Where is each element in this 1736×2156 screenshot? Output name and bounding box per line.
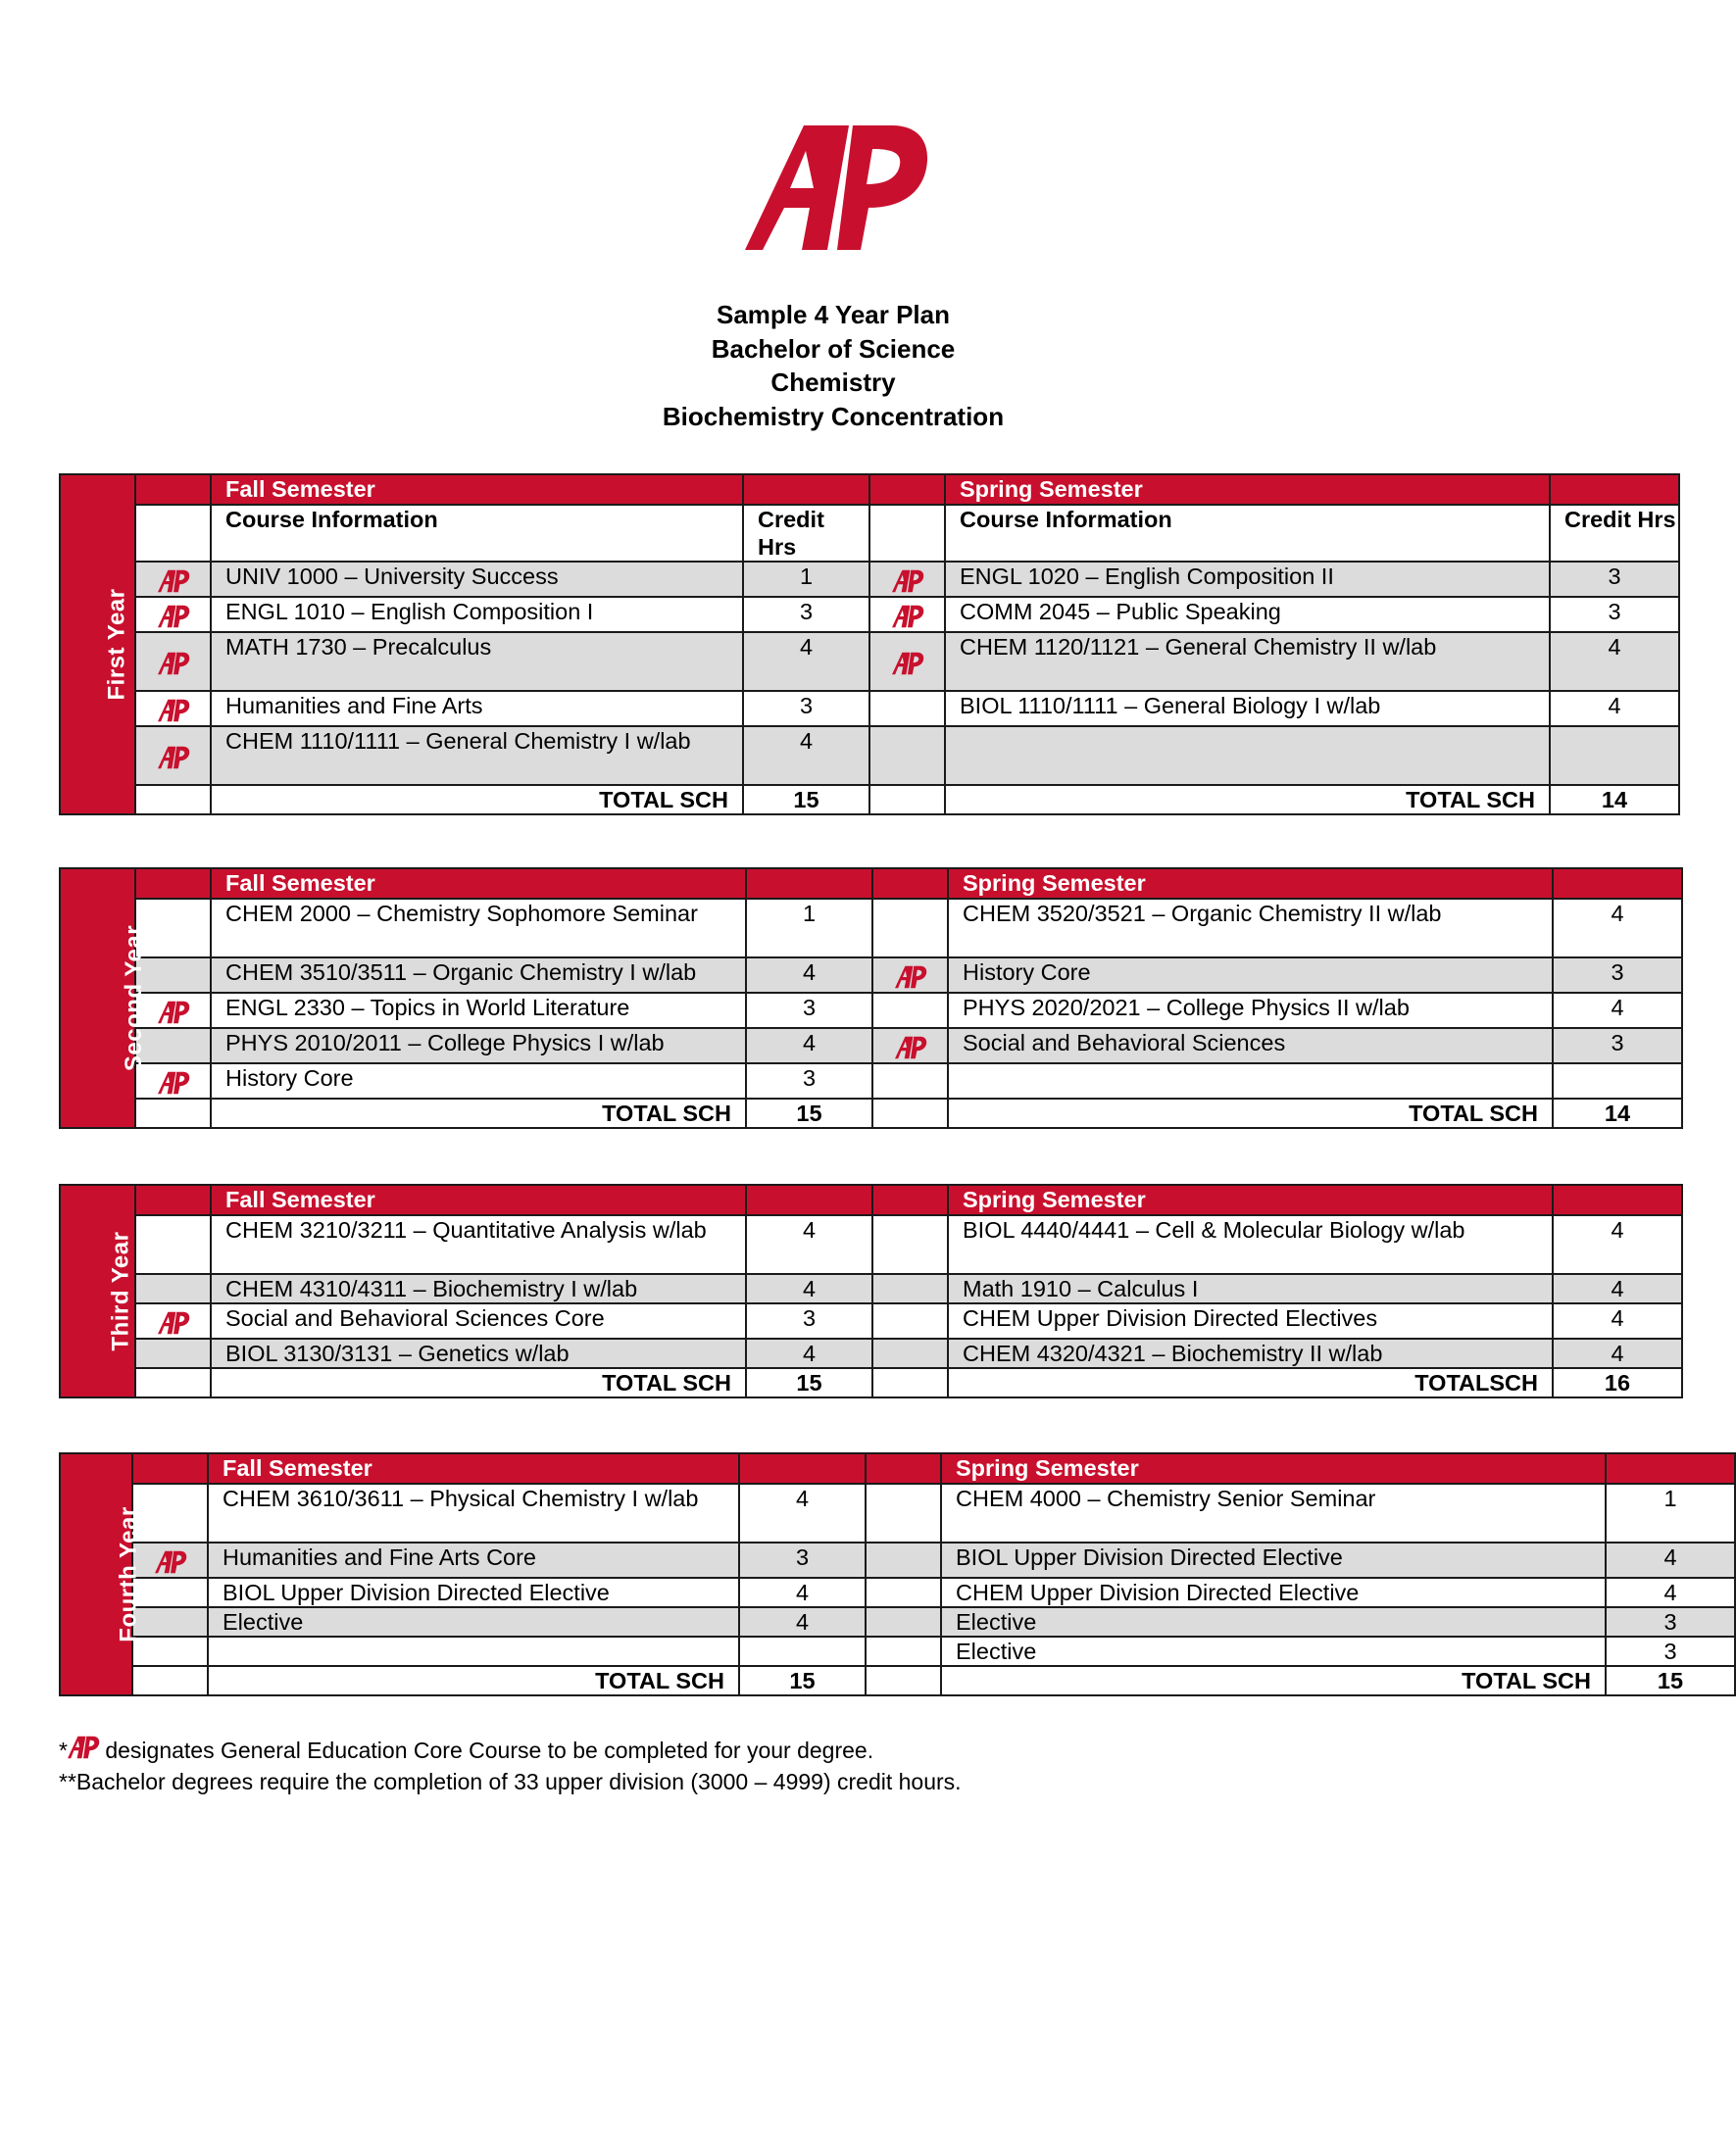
fall-course: History Core [211, 1063, 746, 1099]
spring-semester-header: Spring Semester [948, 1185, 1553, 1215]
spring-course: CHEM 4000 – Chemistry Senior Seminar [941, 1484, 1606, 1543]
spring-credits: 4 [1606, 1543, 1735, 1578]
spring-core-cell [872, 1028, 948, 1063]
fall-course: ENGL 1010 – English Composition I [211, 597, 743, 632]
year-table-3 [59, 1184, 1683, 1398]
fall-total-label: TOTAL SCH [208, 1666, 739, 1695]
course-info-header: Course Information [945, 505, 1550, 562]
fall-course: CHEM 3610/3611 – Physical Chemistry I w/lab [208, 1484, 739, 1543]
fall-course: BIOL 3130/3131 – Genetics w/lab [211, 1339, 746, 1368]
spring-core-cell [872, 1274, 948, 1303]
year-label: First Year [103, 588, 130, 701]
fall-total: 15 [746, 1368, 872, 1397]
ap-core-icon [895, 965, 926, 989]
fall-core-cell [135, 597, 211, 632]
fall-total: 15 [739, 1666, 866, 1695]
semester-header-row [60, 474, 1679, 505]
fall-course: ENGL 2330 – Topics in World Literature [211, 993, 746, 1028]
course-row [60, 1063, 1682, 1099]
year-label-cell [60, 474, 135, 814]
spring-credits [1550, 726, 1679, 785]
ap-core-icon [158, 1311, 189, 1335]
fall-credits: 1 [746, 899, 872, 957]
course-row [60, 1339, 1682, 1368]
fall-credits [739, 1637, 866, 1666]
ap-core-icon [158, 1001, 189, 1024]
spring-course: CHEM Upper Division Directed Electives [948, 1303, 1553, 1339]
spring-core-cell [869, 597, 945, 632]
course-row [60, 562, 1679, 597]
spring-credits: 4 [1553, 1274, 1682, 1303]
spring-credits: 4 [1606, 1578, 1735, 1607]
spring-core-cell [866, 1637, 941, 1666]
spring-course [948, 1063, 1553, 1099]
spring-credits: 3 [1550, 562, 1679, 597]
spring-course: CHEM 4320/4321 – Biochemistry II w/lab [948, 1339, 1553, 1368]
spring-credits: 4 [1553, 993, 1682, 1028]
course-row [60, 993, 1682, 1028]
spring-course: Math 1910 – Calculus I [948, 1274, 1553, 1303]
fall-course: CHEM 3510/3511 – Organic Chemistry I w/lab [211, 957, 746, 993]
fall-core-cell [132, 1543, 208, 1578]
spring-core-cell [869, 632, 945, 691]
spring-credits: 4 [1553, 899, 1682, 957]
course-row [60, 691, 1679, 726]
course-row [60, 1637, 1735, 1666]
ap-core-icon [158, 605, 189, 628]
ap-core-icon [158, 699, 189, 722]
credit-hrs-header: Credit Hrs [1550, 505, 1679, 562]
spring-course: PHYS 2020/2021 – College Physics II w/lab [948, 993, 1553, 1028]
ap-core-icon [895, 1036, 926, 1059]
spring-credits: 4 [1553, 1303, 1682, 1339]
spring-core-cell [866, 1543, 941, 1578]
fall-total-label: TOTAL SCH [211, 1368, 746, 1397]
fall-course: BIOL Upper Division Directed Elective [208, 1578, 739, 1607]
year-table-1 [59, 473, 1680, 815]
fall-credits: 4 [743, 726, 869, 785]
course-row [60, 1543, 1735, 1578]
fall-credits: 4 [743, 632, 869, 691]
fall-course: Humanities and Fine Arts [211, 691, 743, 726]
fall-credits: 4 [739, 1578, 866, 1607]
total-row [60, 1099, 1682, 1128]
fall-core-cell [135, 691, 211, 726]
spring-semester-header: Spring Semester [945, 474, 1550, 505]
fall-course: CHEM 3210/3211 – Quantitative Analysis w/lab [211, 1215, 746, 1274]
fall-core-cell [135, 1215, 211, 1274]
fall-course: MATH 1730 – Precalculus [211, 632, 743, 691]
fall-course: Social and Behavioral Sciences Core [211, 1303, 746, 1339]
year-label: Third Year [107, 1231, 134, 1351]
spring-total: 14 [1553, 1099, 1682, 1128]
course-row [60, 1028, 1682, 1063]
fall-credits: 4 [746, 957, 872, 993]
spring-core-cell [866, 1484, 941, 1543]
fall-credits: 1 [743, 562, 869, 597]
title-line-4: Biochemistry Concentration [662, 401, 1005, 431]
fall-core-cell [135, 562, 211, 597]
course-row [60, 726, 1679, 785]
course-row [60, 1484, 1735, 1543]
fall-total: 15 [743, 785, 869, 814]
ap-core-icon [155, 1550, 186, 1574]
semester-header-row [60, 868, 1682, 899]
fall-credits: 4 [739, 1607, 866, 1637]
spring-core-cell [872, 1215, 948, 1274]
spring-core-cell [866, 1607, 941, 1637]
spring-core-cell [872, 993, 948, 1028]
ap-core-icon [158, 569, 189, 593]
ap-core-icon [892, 652, 923, 675]
spring-course: Elective [941, 1607, 1606, 1637]
spring-semester-header: Spring Semester [941, 1453, 1606, 1484]
spring-credits: 4 [1550, 691, 1679, 726]
spring-total: 14 [1550, 785, 1679, 814]
fall-course: PHYS 2010/2011 – College Physics I w/lab [211, 1028, 746, 1063]
course-info-header: Course Information [211, 505, 743, 562]
spring-total: 15 [1606, 1666, 1735, 1695]
fall-core-cell [135, 1303, 211, 1339]
fall-core-cell [132, 1578, 208, 1607]
spring-core-cell [872, 1339, 948, 1368]
spring-total: 16 [1553, 1368, 1682, 1397]
fall-total-label: TOTAL SCH [211, 785, 743, 814]
fall-core-cell [135, 632, 211, 691]
spring-course: BIOL 4440/4441 – Cell & Molecular Biology w/lab [948, 1215, 1553, 1274]
title-line-2: Bachelor of Science [711, 333, 956, 364]
fall-core-cell [135, 726, 211, 785]
fall-core-cell [132, 1607, 208, 1637]
ap-core-icon [158, 1071, 189, 1095]
spring-credits: 4 [1553, 1215, 1682, 1274]
course-row [60, 1215, 1682, 1274]
fall-course: Humanities and Fine Arts Core [208, 1543, 739, 1578]
spring-core-cell [872, 1063, 948, 1099]
footnote-core: * designates General Education Core Course to be completed for your degree. [59, 1735, 962, 1766]
spring-course [945, 726, 1550, 785]
spring-course: CHEM Upper Division Directed Elective [941, 1578, 1606, 1607]
course-row [60, 957, 1682, 993]
spring-credits: 1 [1606, 1484, 1735, 1543]
fall-course: CHEM 4310/4311 – Biochemistry I w/lab [211, 1274, 746, 1303]
column-header-row [60, 505, 1679, 562]
course-row [60, 1607, 1735, 1637]
course-row [60, 1303, 1682, 1339]
spring-credits: 3 [1550, 597, 1679, 632]
fall-credits: 4 [746, 1215, 872, 1274]
year-label-cell [60, 868, 148, 1128]
fall-course: CHEM 1110/1111 – General Chemistry I w/lab [211, 726, 743, 785]
fall-credits: 3 [746, 993, 872, 1028]
spring-total-label: TOTAL SCH [945, 785, 1550, 814]
spring-core-cell [869, 726, 945, 785]
spring-course: Social and Behavioral Sciences [948, 1028, 1553, 1063]
ap-core-icon [68, 1735, 99, 1760]
year-label-cell [60, 1453, 142, 1695]
spring-core-cell [872, 899, 948, 957]
year-table-2 [59, 867, 1683, 1129]
fall-semester-header: Fall Semester [211, 474, 743, 505]
fall-course: UNIV 1000 – University Success [211, 562, 743, 597]
semester-header-row [60, 1453, 1735, 1484]
fall-total-label: TOTAL SCH [211, 1099, 746, 1128]
fall-credits: 3 [739, 1543, 866, 1578]
spring-core-cell [866, 1578, 941, 1607]
footnotes [59, 1735, 962, 1797]
ap-core-icon [158, 652, 189, 675]
course-row [60, 1578, 1735, 1607]
fall-credits: 4 [739, 1484, 866, 1543]
course-row [60, 632, 1679, 691]
spring-total-label: TOTAL SCH [948, 1099, 1553, 1128]
semester-header-row [60, 1185, 1682, 1215]
course-row [60, 1274, 1682, 1303]
spring-credits: 4 [1553, 1339, 1682, 1368]
fall-credits: 4 [746, 1274, 872, 1303]
year-label-cell [60, 1185, 135, 1397]
fall-core-cell [132, 1484, 208, 1543]
spring-course: Elective [941, 1637, 1606, 1666]
year-label: Fourth Year [115, 1506, 142, 1642]
spring-course: CHEM 1120/1121 – General Chemistry II w/lab [945, 632, 1550, 691]
spring-semester-header: Spring Semester [948, 868, 1553, 899]
title-block [0, 298, 1666, 433]
fall-core-cell [135, 1339, 211, 1368]
spring-course: COMM 2045 – Public Speaking [945, 597, 1550, 632]
spring-total-label: TOTALSCH [948, 1368, 1553, 1397]
spring-core-cell [872, 1303, 948, 1339]
ap-core-icon [158, 746, 189, 769]
fall-core-cell [132, 1637, 208, 1666]
fall-credits: 3 [746, 1063, 872, 1099]
fall-semester-header: Fall Semester [211, 1185, 746, 1215]
spring-core-cell [869, 691, 945, 726]
fall-credits: 3 [743, 691, 869, 726]
ap-logo-icon [745, 122, 929, 254]
spring-total-label: TOTAL SCH [941, 1666, 1606, 1695]
ap-core-icon [892, 569, 923, 593]
total-row [60, 785, 1679, 814]
spring-course: BIOL Upper Division Directed Elective [941, 1543, 1606, 1578]
fall-course [208, 1637, 739, 1666]
spring-credits: 3 [1553, 1028, 1682, 1063]
spring-course: ENGL 1020 – English Composition II [945, 562, 1550, 597]
fall-credits: 3 [746, 1303, 872, 1339]
fall-course: CHEM 2000 – Chemistry Sophomore Seminar [211, 899, 746, 957]
fall-semester-header: Fall Semester [211, 868, 746, 899]
credit-hrs-header: Credit Hrs [743, 505, 869, 562]
ap-core-icon [892, 605, 923, 628]
fall-credits: 3 [743, 597, 869, 632]
fall-credits: 4 [746, 1339, 872, 1368]
course-row [60, 597, 1679, 632]
spring-core-cell [869, 562, 945, 597]
fall-semester-header: Fall Semester [208, 1453, 739, 1484]
year-label: Second Year [121, 924, 148, 1072]
fall-core-cell [135, 1274, 211, 1303]
spring-course: BIOL 1110/1111 – General Biology I w/lab [945, 691, 1550, 726]
spring-core-cell [872, 957, 948, 993]
spring-credits: 3 [1606, 1637, 1735, 1666]
spring-course: CHEM 3520/3521 – Organic Chemistry II w/lab [948, 899, 1553, 957]
spring-credits: 3 [1606, 1607, 1735, 1637]
spring-credits [1553, 1063, 1682, 1099]
spring-credits: 4 [1550, 632, 1679, 691]
fall-credits: 4 [746, 1028, 872, 1063]
fall-total: 15 [746, 1099, 872, 1128]
footnote-upper-division: **Bachelor degrees require the completion of 33 upper division (3000 – 4999) credit hours. [59, 1769, 962, 1794]
year-table-4 [59, 1452, 1736, 1696]
total-row [60, 1368, 1682, 1397]
title-line-1: Sample 4 Year Plan [717, 300, 950, 329]
spring-credits: 3 [1553, 957, 1682, 993]
course-row [60, 899, 1682, 957]
fall-course: Elective [208, 1607, 739, 1637]
total-row [60, 1666, 1735, 1695]
spring-course: History Core [948, 957, 1553, 993]
title-line-3: Chemistry [770, 368, 896, 397]
